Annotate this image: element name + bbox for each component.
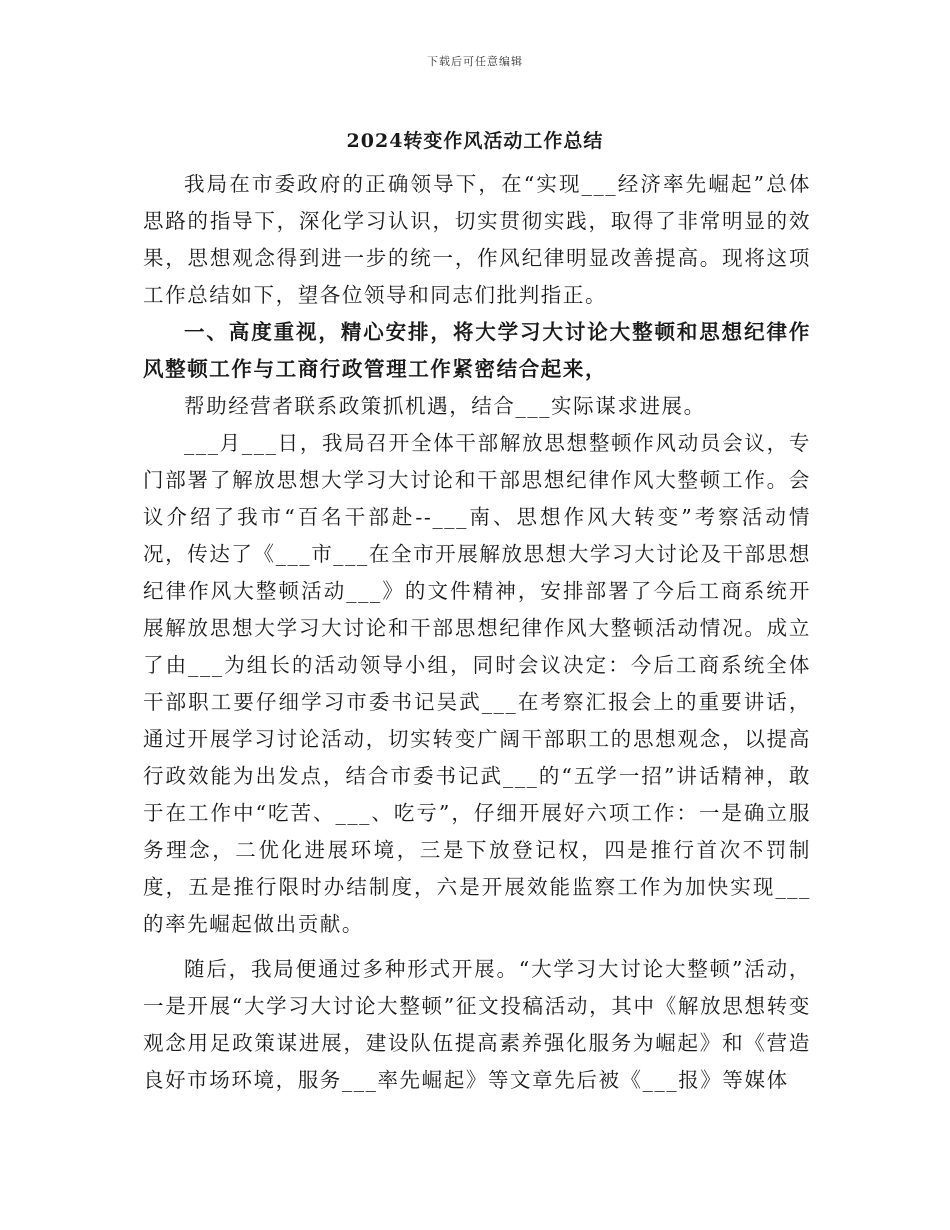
activities-paragraph: 随后，我局便通过多种形式开展。“大学习大讨论大整顿”活动，一是开展“大学习大讨论大整顿”征文投稿活动，其中《解放思想转变观念用足政策谋进展，建设队伍提高素养强化服务为崛起》和《营造良好市场环境，服务___率先崛起》等文章先后被《___报》等媒体	[143, 957, 811, 1092]
meeting-paragraph: ___月___日，我局召开全体干部解放思想整顿作风动员会议，专门部署了解放思想大学习大讨论和干部思想纪律作风大整顿工作。会议介绍了我市“百名干部赴--___南、思想作风大转变”考察活动情况，传达了《___市___在全市开展解放思想大学习大讨论及干部思想纪律作风大整顿活动___》的文件精神，安排部署了今后工商系统开展解放思想大学习大讨论和干部思想纪律作风大整顿活动情况。成立了由___为组长的活动领导小组，同时会议决定：今后工商系统全体干部职工要仔细学习市委书记吴武___在考察汇报会上的重要讲话，通过开展学习讨论活动，切实转变广阔干部职工的思想观念，以提高行政效能为出发点，结合市委书记武___的“五学一招”讲话精神，敢于在工作中“吃苦、___、吃亏”，仔细开展好六项工作：一是确立服务理念，二优化进展环境，三是下放登记权，四是推行首次不罚制度，五是推行限时办结制度，六是开展效能监察工作为加快实现___的率先崛起做出贡献。	[143, 431, 811, 936]
document-body	[143, 166, 811, 1099]
document-title: 2024转变作风活动工作总结	[346, 130, 604, 152]
section-paragraph: 帮助经营者联系政策抓机遇，结合___实际谋求进展。	[184, 394, 706, 418]
section-heading: 一、高度重视，精心安排，将大学习大讨论大整顿和思想纪律作风整顿工作与工商行政管理工作紧密结合起来，	[143, 320, 811, 381]
page-header-note: 下载后可任意编辑	[427, 55, 523, 68]
intro-paragraph: 我局在市委政府的正确领导下，在“实现___经济率先崛起”总体思路的指导下，深化学习认识，切实贯彻实践，取得了非常明显的效果，思想观念得到进一步的统一，作风纪律明显改善提高。现将这项工作总结如下，望各位领导和同志们批判指正。	[143, 172, 811, 307]
